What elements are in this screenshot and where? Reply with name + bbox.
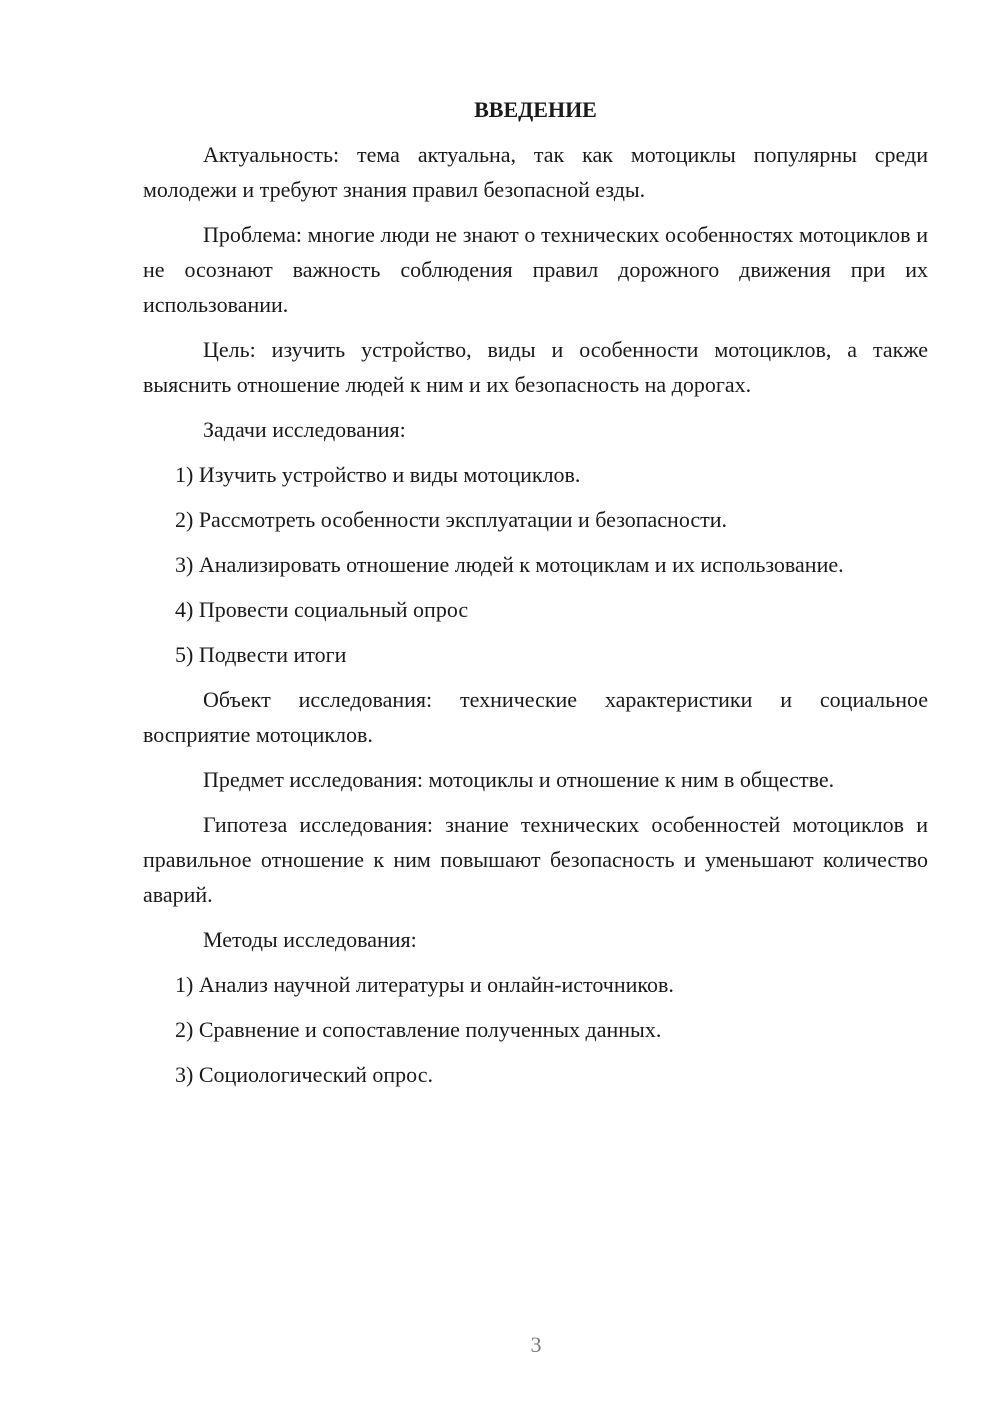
methods-heading: Методы исследования: <box>203 927 417 952</box>
goal-paragraph: Цель: изучить устройство, виды и особенности мотоциклов, а также выяснить отношение людей к ним и их безопасность на дорогах. <box>143 337 928 397</box>
task-item: 3) Анализировать отношение людей к мотоциклам и их использование. <box>175 552 844 577</box>
subject-paragraph: Предмет исследования: мотоциклы и отношение к ним в обществе. <box>203 767 835 792</box>
problem-paragraph: Проблема: многие люди не знают о технических особенностях мотоциклов и не осознают важность соблюдения правил дорожного движения при их использовании. <box>143 222 928 317</box>
method-item: 2) Сравнение и сопоставление полученных данных. <box>175 1017 662 1042</box>
task-item: 4) Провести социальный опрос <box>175 597 469 622</box>
task-item: 1) Изучить устройство и виды мотоциклов. <box>175 462 581 487</box>
task-item: 2) Рассмотреть особенности эксплуатации и безопасности. <box>175 507 728 532</box>
section-title: ВВЕДЕНИЕ <box>474 97 597 122</box>
tasks-heading: Задачи исследования: <box>203 417 406 442</box>
hypothesis-paragraph: Гипотеза исследования: знание технических особенностей мотоциклов и правильное отношение к ним повышают безопасность и уменьшают количество аварий. <box>143 812 928 907</box>
relevance-paragraph: Актуальность: тема актуальна, так как мотоциклы популярны среди молодежи и требуют знания правил безопасной езды. <box>143 142 928 202</box>
document-page <box>143 92 928 1102</box>
task-item: 5) Подвести итоги <box>175 642 347 667</box>
method-item: 3) Социологический опрос. <box>175 1062 433 1087</box>
object-paragraph: Объект исследования: технические характеристики и социальное восприятие мотоциклов. <box>143 687 928 747</box>
page-number: 3 <box>530 1332 542 1357</box>
method-item: 1) Анализ научной литературы и онлайн-источников. <box>175 972 674 997</box>
